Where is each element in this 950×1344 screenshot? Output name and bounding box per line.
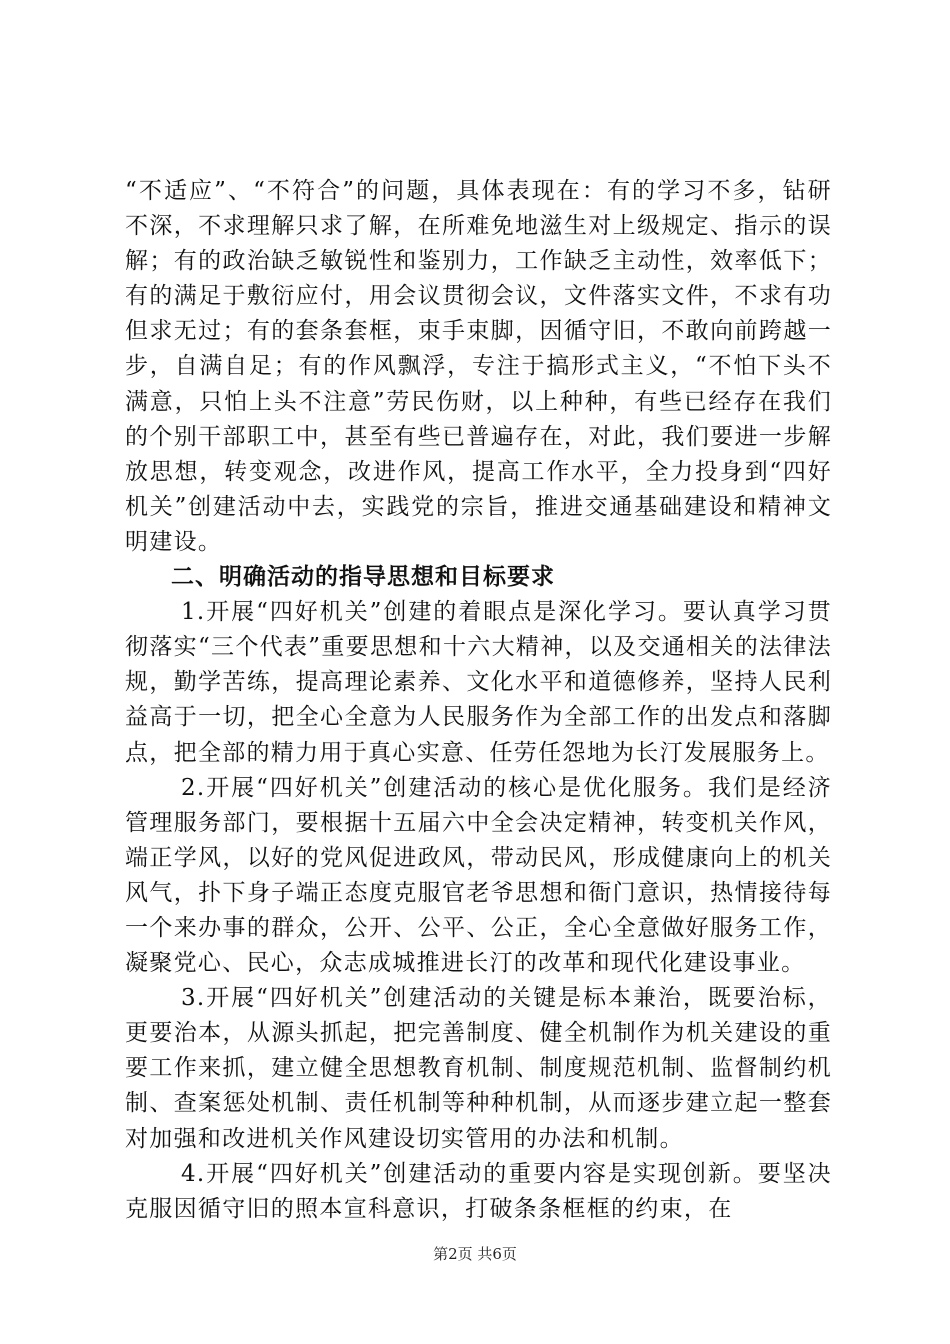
document-body <box>125 174 832 1227</box>
numbered-item-2: 2.开展“四好机关”创建活动的核心是优化服务。我们是经济管理服务部门，要根据十五届六中全会决定精神，转变机关作风，端正学风，以好的党风促进政风，带动民风，形成健康向上的机关风气，扑下身子端正态度克服官老爷思想和衙门意识，热情接待每一个来办事的群众，公开、公平、公正，全心全意做好服务工作，凝聚党心、民心，众志成城推进长汀的改革和现代化建设事业。 <box>125 774 832 977</box>
numbered-item-1: 1.开展“四好机关”创建的着眼点是深化学习。要认真学习贯彻落实“三个代表”重要思想和十六大精神，以及交通相关的法律法规，勤学苦练，提高理论素养、文化水平和道德修养，坚持人民利益高于一切，把全心全意为人民服务作为全部工作的出发点和落脚点，把全部的精力用于真心实意、任劳任怨地为长汀发展服务上。 <box>125 599 832 766</box>
page-footer: 第2页 共6页 <box>433 1245 517 1263</box>
body-paragraph: “不适应”、“不符合”的问题，具体表现在：有的学习不多，钻研不深，不求理解只求了解，在所难免地滋生对上级规定、指示的误解；有的政治缺乏敏锐性和鉴别力，工作缺乏主动性，效率低下；有的满足于敷衍应付，用会议贯彻会议，文件落实文件，不求有功但求无过；有的套条套框，束手束脚，因循守旧，不敢向前跨越一步，自满自足；有的作风飘浮，专注于搞形式主义，“不怕下头不满意，只怕上头不注意”劳民伤财，以上种种，有些已经存在我们的个别干部职工中，甚至有些已普遍存在，对此，我们要进一步解放思想，转变观念，改进作风，提高工作水平，全力投身到“四好机关”创建活动中去，实践党的宗旨，推进交通基础建设和精神文明建设。 <box>125 178 832 555</box>
section-heading: 二、明确活动的指导思想和目标要求 <box>171 564 555 591</box>
numbered-item-4: 4.开展“四好机关”创建活动的重要内容是实现创新。要坚决克服因循守旧的照本宣科意识，打破条条框框的约束，在 <box>125 1160 832 1222</box>
numbered-item-3: 3.开展“四好机关”创建活动的关键是标本兼治，既要治标，更要治本，从源头抓起，把完善制度、健全机制作为机关建设的重要工作来抓，建立健全思想教育机制、制度规范机制、监督制约机制、查案惩处机制、责任机制等种种机制，从而逐步建立起一整套对加强和改进机关作风建设切实管用的办法和机制。 <box>125 985 832 1152</box>
